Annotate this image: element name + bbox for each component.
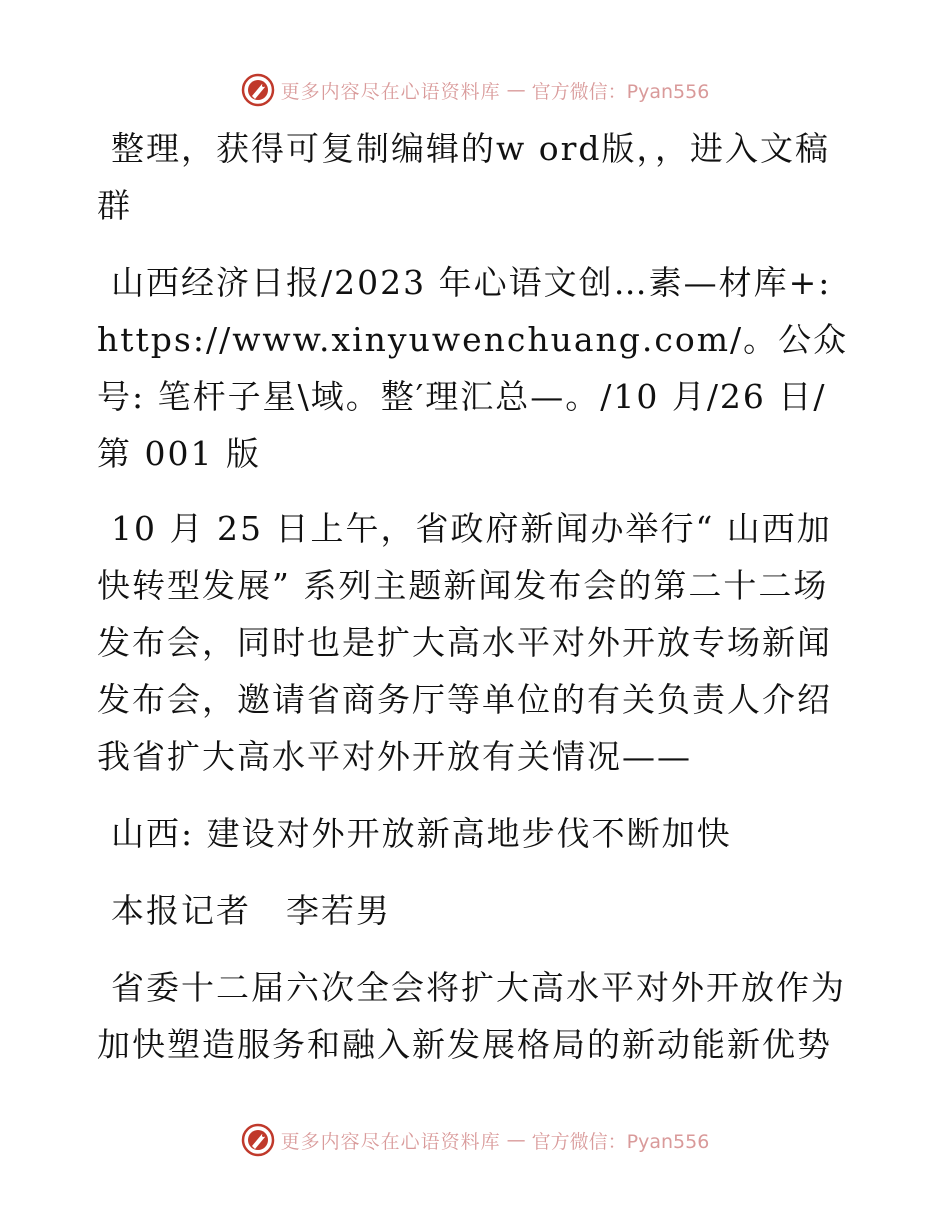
banner-text: 更多内容尽在心语资料库 — [280, 80, 501, 103]
footer-watermark-banner — [0, 1120, 950, 1160]
banner-wechat: 官方微信：Pyan556 — [531, 1130, 710, 1153]
banner-separator: — — [506, 1129, 526, 1151]
paragraph-intro: 整理，获得可复制编辑的w ord版，，进入文稿群 — [97, 129, 831, 225]
banner-text: 更多内容尽在心语资料库 — [280, 1130, 501, 1153]
header-watermark-banner — [0, 70, 950, 110]
paragraph-body: 省委十二届六次全会将扩大高水平对外开放作为加快塑造服务和融入新发展格局的新动能新优势 — [97, 968, 846, 1064]
article-byline: 本报记者 李若男 — [111, 891, 391, 930]
document-body — [97, 120, 857, 1093]
banner-separator: — — [506, 79, 526, 101]
paragraph-lead: 10 月 25 日上午，省政府新闻办举行“ 山西加快转型发展” 系列主题新闻发布会的第二十二场发布会，同时也是扩大高水平对外开放专场新闻发布会，邀请省商务厅等单位的有关负责人介绍我省扩大高水平对外开放有关情况—— — [97, 509, 832, 776]
pen-nib-seal-icon — [241, 1123, 275, 1157]
paragraph-source: 山西经济日报/2023 年心语文创…素—材库+: https://www.xinyuwenchuang.com/。公众号: 笔杆子星\域。整′理汇总—。/10 月/26 日/第 001 版 — [97, 263, 849, 473]
banner-wechat: 官方微信：Pyan556 — [531, 80, 710, 103]
article-title: 山西: 建设对外开放新高地步伐不断加快 — [111, 814, 732, 853]
pen-nib-seal-icon — [241, 73, 275, 107]
